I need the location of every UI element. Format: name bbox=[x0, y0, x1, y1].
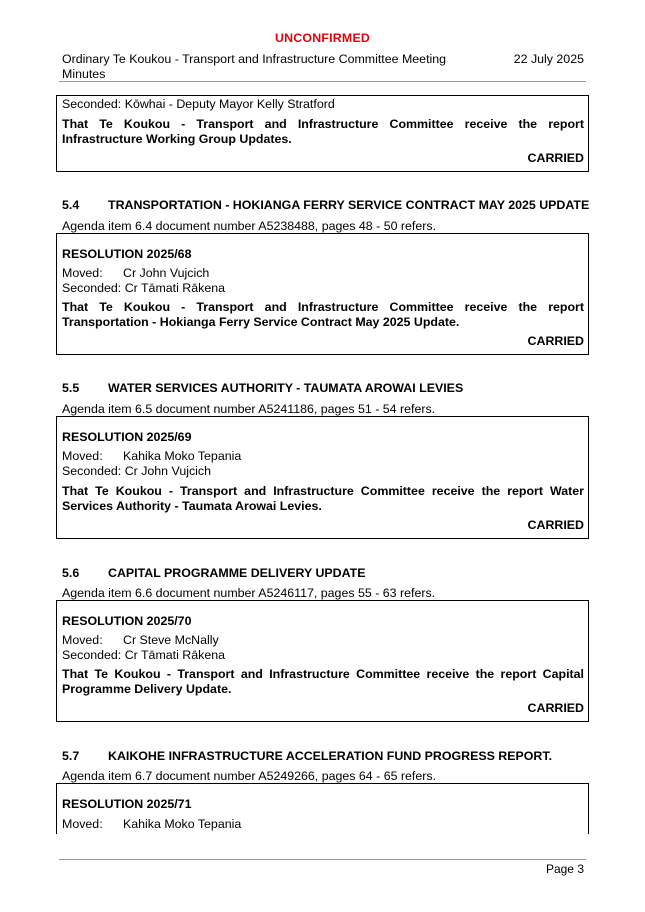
carried-label: CARRIED bbox=[527, 334, 584, 348]
section-number: 5.6 bbox=[62, 566, 80, 580]
moved-line bbox=[62, 633, 219, 648]
moved-line bbox=[62, 266, 209, 281]
resolution-text: That Te Koukou - Transport and Infrastructure Committee receive the report Infrastructure Working Group Updates. bbox=[62, 117, 584, 146]
seconded-line: Seconded: Cr Tāmati Rākena bbox=[62, 648, 226, 662]
resolution-text: That Te Koukou - Transport and Infrastructure Committee receive the report Transportation - Hokianga Ferry Service Contract May 2025 Update. bbox=[62, 300, 584, 329]
unconfirmed-label: UNCONFIRMED bbox=[274, 31, 371, 45]
moved-label: Moved: bbox=[62, 633, 103, 647]
section-title: WATER SERVICES AUTHORITY - TAUMATA AROWAI LEVIES bbox=[108, 381, 464, 395]
section-title: CAPITAL PROGRAMME DELIVERY UPDATE bbox=[108, 566, 366, 580]
header-divider bbox=[59, 81, 586, 82]
mover-name: Kahika Moko Tepania bbox=[123, 817, 242, 831]
section-number: 5.4 bbox=[62, 198, 80, 212]
mover-name: Cr John Vujcich bbox=[123, 266, 210, 280]
carried-label: CARRIED bbox=[527, 151, 584, 165]
footer-divider bbox=[59, 859, 586, 860]
document-date: 22 July 2025 bbox=[513, 52, 584, 66]
section-title: KAIKOHE INFRASTRUCTURE ACCELERATION FUND PROGRESS REPORT. bbox=[108, 749, 553, 763]
moved-line bbox=[62, 449, 241, 464]
carried-label: CARRIED bbox=[527, 518, 584, 532]
moved-label: Moved: bbox=[62, 266, 103, 280]
seconded-line: Seconded: Cr Tāmati Rākena bbox=[62, 281, 226, 295]
resolution-number: RESOLUTION 2025/70 bbox=[62, 614, 192, 628]
agenda-reference: Agenda item 6.5 document number A5241186, pages 51 - 54 refers. bbox=[62, 402, 436, 416]
resolution-text: That Te Koukou - Transport and Infrastructure Committee receive the report Capital Programme Delivery Update. bbox=[62, 667, 584, 696]
section-number: 5.5 bbox=[62, 381, 80, 395]
agenda-reference: Agenda item 6.6 document number A5246117, pages 55 - 63 refers. bbox=[62, 586, 436, 600]
moved-label: Moved: bbox=[62, 449, 103, 463]
mover-name: Cr Steve McNally bbox=[123, 633, 219, 647]
seconded-line: Seconded: Kōwhai - Deputy Mayor Kelly Stratford bbox=[62, 97, 335, 111]
carried-label: CARRIED bbox=[527, 701, 584, 715]
moved-label: Moved: bbox=[62, 817, 103, 831]
moved-line bbox=[62, 817, 241, 832]
mover-name: Kahika Moko Tepania bbox=[123, 449, 242, 463]
resolution-text: That Te Koukou - Transport and Infrastructure Committee receive the report Water Services Authority - Taumata Arowai Levies. bbox=[62, 484, 584, 513]
section-number: 5.7 bbox=[62, 749, 80, 763]
document-title: Ordinary Te Koukou - Transport and Infrastructure Committee Meeting Minutes bbox=[62, 52, 447, 81]
page-number: Page 3 bbox=[545, 862, 584, 876]
seconded-line: Seconded: Cr John Vujcich bbox=[62, 464, 212, 478]
resolution-number: RESOLUTION 2025/69 bbox=[62, 430, 192, 444]
section-title: TRANSPORTATION - HOKIANGA FERRY SERVICE CONTRACT MAY 2025 UPDATE bbox=[108, 198, 590, 212]
resolution-number: RESOLUTION 2025/71 bbox=[62, 797, 192, 811]
resolution-number: RESOLUTION 2025/68 bbox=[62, 247, 192, 261]
agenda-reference: Agenda item 6.4 document number A5238488, pages 48 - 50 refers. bbox=[62, 219, 437, 233]
agenda-reference: Agenda item 6.7 document number A5249266, pages 64 - 65 refers. bbox=[62, 769, 437, 783]
